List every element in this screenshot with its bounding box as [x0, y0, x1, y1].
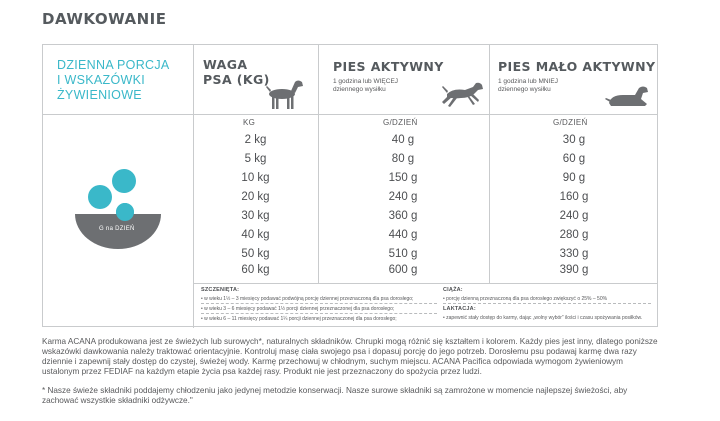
low-cell: 390 g	[559, 264, 589, 276]
note-rule	[201, 303, 437, 304]
active-cell: 40 g	[391, 134, 415, 146]
puppies-note: • w wieku 1½ – 3 miesięcy podawać podwójną porcję dziennej przeznaczoną dla psa dorosłego;	[201, 296, 414, 302]
active-cell: 600 g	[388, 264, 418, 276]
column-divider	[489, 45, 490, 283]
kibble-circle	[88, 185, 112, 209]
low-cell: 160 g	[559, 191, 589, 203]
pregnancy-note: • porcję dzienną przeznaczoną dla psa dorosłego zwiększyć o 25% – 50%	[443, 296, 608, 302]
column-divider	[193, 45, 194, 328]
weight-header: WAGA PSA (KG)	[203, 57, 270, 87]
lying-dog-icon	[605, 83, 651, 107]
weight-cell: 50 kg	[241, 248, 270, 260]
running-dog-icon	[441, 81, 485, 107]
page-title: DAWKOWANIE	[42, 10, 167, 28]
feeding-table	[42, 44, 658, 327]
weight-cell: 40 kg	[241, 229, 270, 241]
note-rule	[443, 303, 651, 304]
low-cell: 60 g	[562, 153, 586, 165]
puppies-heading: SZCZENIĘTA:	[201, 287, 240, 293]
weight-cell: 60 kg	[241, 264, 270, 276]
description-paragraph: Karma ACANA produkowana jest ze świeżych lub surowych*, naturalnych składników. Chrupki mogą różnić się kształtem i kolorem. Każdy pies jest inny, dlatego poniższe wskazówki dawkowania należy traktować orientacyjnie. Kontroluj masę ciała swojego psa i dopasuj porcję do jego potrzeb. Dorosłemu psu podawaj karmę dwa razy dziennie i zapewnij stały dostęp do czystej, świeżej wody. Karmę przechowuj w chłodnym, suchym miejscu. ACANA Pacifica odpowiada wymogom żywieniowym ustalonym przez FEDIAF na każdym etapie życia psa każdej rasy. Produkt nie jest przeznaczony do spożycia przez ludzi.	[42, 337, 658, 376]
row-divider	[193, 283, 657, 284]
weight-cell: 10 kg	[241, 172, 270, 184]
low-unit-label: G/DZIEŃ	[553, 118, 588, 127]
bowl-label: G na DZIEŃ	[99, 226, 135, 232]
note-rule	[201, 313, 437, 314]
standing-dog-icon	[265, 77, 305, 111]
footnote-paragraph: * Nasze świeże składniki poddajemy chłodzeniu jako jedynej metodzie konserwacji. Nasze surowe składniki są zamrożone w momencie najlepszej świeżości, aby zachować wszystkie składniki odżywcze."	[42, 386, 628, 405]
kibble-circle	[112, 169, 136, 193]
column-divider	[318, 45, 319, 283]
puppies-note: • w wieku 6 – 11 miesięcy podawać 1¼ porcji dziennej przeznaczonej dla psa dorosłego;	[201, 316, 397, 322]
active-cell: 80 g	[391, 153, 415, 165]
low-cell: 330 g	[559, 248, 589, 260]
active-cell: 240 g	[388, 191, 418, 203]
active-unit-label: G/DZIEŃ	[383, 118, 418, 127]
weight-cell: 5 kg	[244, 153, 267, 165]
low-cell: 280 g	[559, 229, 589, 241]
active-cell: 440 g	[388, 229, 418, 241]
active-cell: 150 g	[388, 172, 418, 184]
low-activity-subtitle: 1 godzina lub MNIEJ dziennego wysiłku	[498, 78, 558, 93]
puppies-note: • w wieku 3 – 6 miesięcy podawać 1½ porcji dziennej przeznaczonej dla psa dorosłego;	[201, 306, 395, 312]
weight-cell: 20 kg	[241, 191, 270, 203]
lactation-note: • zapewnić stały dostęp do karmy, dając „wolny wybór” ilości i czasu spożywania posiłków.	[443, 315, 643, 321]
pregnancy-heading: CIĄŻA:	[443, 287, 463, 293]
active-dog-header: PIES AKTYWNY	[333, 59, 444, 74]
active-cell: 510 g	[388, 248, 418, 260]
active-dog-subtitle: 1 godzina lub WIĘCEJ dziennego wysiłku	[333, 78, 399, 93]
row-divider	[43, 114, 657, 115]
weight-unit-label: KG	[243, 118, 256, 127]
low-cell: 90 g	[562, 172, 586, 184]
weight-cell: 30 kg	[241, 210, 270, 222]
low-activity-header: PIES MAŁO AKTYWNY	[498, 59, 656, 74]
left-title: DZIENNA PORCJA I WSKAZÓWKI ŻYWIENIOWE	[57, 58, 170, 102]
active-cell: 360 g	[388, 210, 418, 222]
low-cell: 30 g	[562, 134, 586, 146]
weight-cell: 2 kg	[244, 134, 267, 146]
bowl-illustration	[73, 157, 163, 249]
lactation-heading: LAKTACJA:	[443, 306, 476, 312]
kibble-circle	[116, 203, 134, 221]
low-cell: 240 g	[559, 210, 589, 222]
